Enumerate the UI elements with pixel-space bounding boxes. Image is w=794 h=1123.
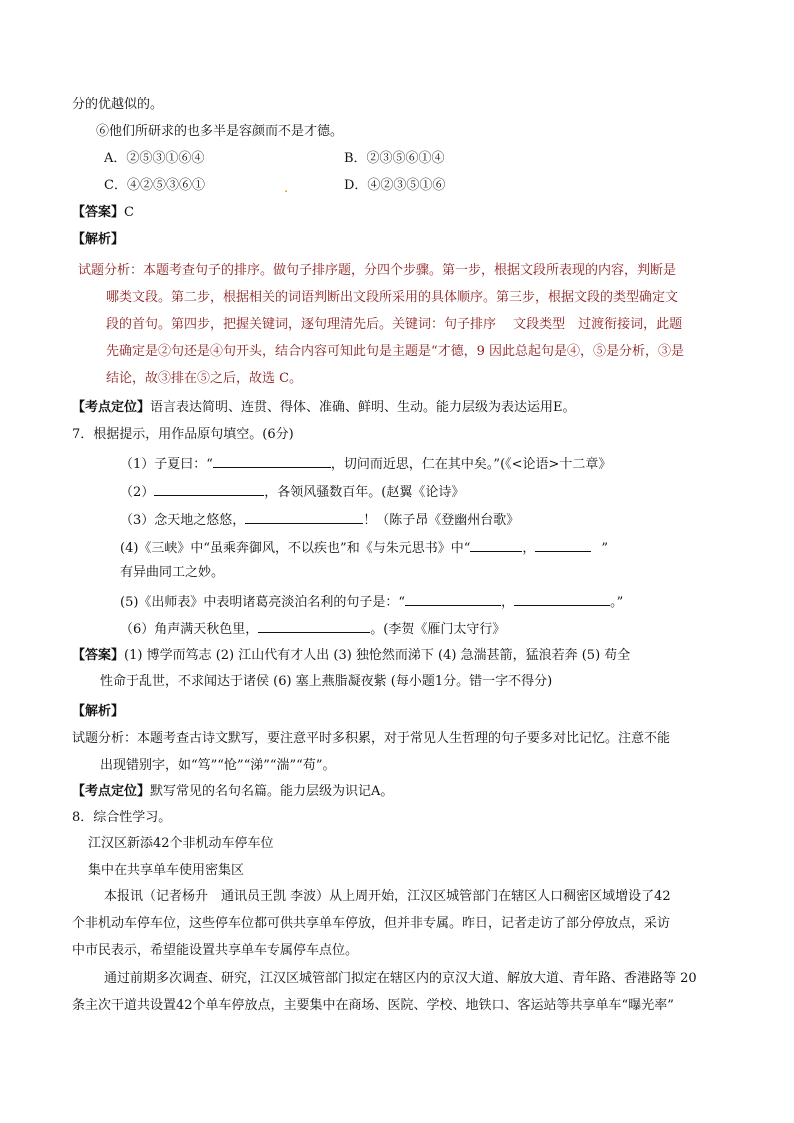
q7-item-6-suffix: 。(李贺《雁门太守行》 bbox=[370, 622, 506, 637]
q6-analysis-tag: 【解析】 bbox=[72, 232, 125, 247]
q7-item-4-cont: 有异曲同工之妙。 bbox=[120, 565, 225, 580]
q7-item-2 bbox=[120, 481, 464, 503]
q7-item-2-suffix: ，各领风骚数百年。(赵翼《论诗》 bbox=[264, 485, 465, 500]
q7-item-5 bbox=[120, 591, 623, 613]
q7-item-4-prefix: (4)《三峡》中“虽乘奔御风，不以疾也”和《与朱元思书》中“ bbox=[120, 541, 471, 556]
q7-item-4-suffix: ” bbox=[601, 541, 609, 556]
stray-dot-mark: . bbox=[284, 181, 289, 196]
q7-item-1-prefix: （1）子夏曰：“ bbox=[120, 457, 213, 472]
q7-title: 7．根据提示，用作品原句填空。(6分) bbox=[72, 427, 294, 442]
q7-item-3-suffix: ！（陈子昂《登幽州台歌》 bbox=[363, 513, 520, 528]
q7-blank-1[interactable] bbox=[213, 453, 331, 468]
q8-paragraph-2-line-1: 通过前期多次调查、研究，江汉区城管部门拟定在辖区内的京汉大道、解放大道、青年路、香港路等 20 bbox=[104, 971, 697, 986]
q7-blank-4b[interactable] bbox=[535, 537, 591, 552]
q7-blank-2[interactable] bbox=[154, 481, 264, 496]
q6-kaodian bbox=[72, 398, 576, 418]
q6-analysis-line-3: 段的首句。第四步，把握关键词，逐句理清先后。关键词：句子排序 文段类型 过渡衔接词，此题 bbox=[106, 317, 683, 332]
answer-text-1: (1) 博学而笃志 (2) 江山代有才人出 (3) 独怆然而涕下 (4) 急湍甚箭，猛浪若奔 (5) 苟全 bbox=[124, 648, 631, 663]
q8-title: 8．综合性学习。 bbox=[72, 810, 172, 825]
q6-analysis-line-1: 试题分析：本题考查句子的排序。做句子排序题，分四个步骤。第一步，根据文段所表现的内容，判断是 bbox=[78, 263, 677, 278]
q8-paragraph-1-line-2: 个非机动车停车位，这些停车位都可供共享单车停放，但并非专属。昨日，记者走访了部分停放点，采访 bbox=[72, 916, 671, 931]
kaodian-text: 语言表达简明、连贯、得体、准确、鲜明、生动。能力层级为表达运用E。 bbox=[150, 400, 576, 415]
q6-analysis-line-4: 先确定是②句还是④句开头，结合内容可知此句是主题是“才德，9 因此总起句是④，⑤是分析，③是 bbox=[106, 344, 685, 359]
q6-answer bbox=[72, 203, 134, 223]
q6-option-b: B．②③⑤⑥①④ bbox=[344, 151, 445, 166]
kaodian-tag: 【考点定位】 bbox=[72, 400, 151, 415]
q6-option-c: C．④②⑤③⑥① bbox=[104, 178, 205, 193]
q7-analysis-line-1: 试题分析：本题考查古诗文默写，要注意平时多积累，对于常见人生哲理的句子要多对比记忆。注意不能 bbox=[72, 731, 671, 746]
q8-headline-2: 集中在共享单车使用密集区 bbox=[88, 863, 245, 878]
q7-item-4-sep: ， bbox=[522, 541, 536, 556]
q7-item-2-prefix: （2） bbox=[120, 485, 155, 500]
q7-item-3-prefix: （3）念天地之悠悠， bbox=[120, 513, 246, 528]
q8-paragraph-1-line-1: 本报讯（记者杨升 通讯员王凯 李波）从上周开始，江汉区城管部门在辖区人口稠密区域增设了42 bbox=[104, 889, 671, 904]
q6-option-d: D．④②③⑤①⑥ bbox=[344, 178, 446, 193]
answer-tag: 【答案】 bbox=[72, 205, 125, 220]
q7-item-1 bbox=[120, 453, 611, 475]
q7-blank-5a[interactable] bbox=[405, 591, 501, 606]
q6-analysis-line-5: 结论，故③排在⑤之后，故选 C。 bbox=[106, 371, 303, 386]
q7-item-6 bbox=[120, 618, 505, 640]
q7-item-3 bbox=[120, 509, 519, 531]
kaodian-tag: 【考点定位】 bbox=[72, 784, 151, 799]
answer-tag: 【答案】 bbox=[72, 648, 125, 663]
q7-item-5-sep: ， bbox=[501, 595, 515, 610]
q7-answer-line-2: 性命于乱世，不求闻达于诸侯 (6) 塞上燕脂凝夜紫 (每小题1分。错一字不得分) bbox=[100, 674, 553, 689]
q7-blank-3[interactable] bbox=[245, 509, 363, 524]
q6-option-a: A．②⑤③①⑥④ bbox=[104, 151, 205, 166]
q6-tail-text: 分的优越似的。 bbox=[72, 97, 164, 112]
q7-blank-6[interactable] bbox=[258, 618, 370, 633]
q7-item-1-suffix: ，切问而近思，仁在其中矣。”(《<论语>十二章》 bbox=[330, 457, 612, 472]
q7-analysis-tag: 【解析】 bbox=[72, 704, 125, 719]
q7-item-5-suffix: 。” bbox=[610, 595, 624, 610]
q7-item-4 bbox=[120, 537, 608, 559]
answer-value: C bbox=[124, 205, 134, 220]
q7-item-6-prefix: （6）角声满天秋色里， bbox=[120, 622, 259, 637]
q7-blank-4a[interactable] bbox=[470, 537, 522, 552]
q7-analysis-line-2: 出现错别字，如“笃”“怆”“涕”“湍”“苟”。 bbox=[100, 758, 336, 773]
q7-answer-line-1 bbox=[72, 646, 630, 666]
q7-kaodian bbox=[72, 782, 393, 802]
q7-blank-5b[interactable] bbox=[514, 591, 610, 606]
kaodian-text: 默写常见的名句名篇。能力层级为识记A。 bbox=[150, 784, 394, 799]
q6-analysis-line-2: 哪类文段。第二步，根据相关的词语判断出文段所采用的具体顺序。第三步，根据文段的类型确定文 bbox=[106, 290, 679, 305]
q6-sentence-6: ⑥他们所研求的也多半是容颜而不是才德。 bbox=[96, 124, 344, 139]
q8-paragraph-2-line-2: 条主次干道共设置42个单车停放点，主要集中在商场、医院、学校、地铁口、客运站等共享单车“曝光率” bbox=[72, 998, 674, 1013]
q8-headline-1: 江汉区新添42个非机动车停车位 bbox=[88, 836, 274, 851]
q7-item-5-prefix: (5)《出师表》中表明诸葛亮淡泊名利的句子是：“ bbox=[120, 595, 406, 610]
q8-paragraph-1-line-3: 中市民表示，希望能设置共享单车专属停车点位。 bbox=[72, 943, 359, 958]
